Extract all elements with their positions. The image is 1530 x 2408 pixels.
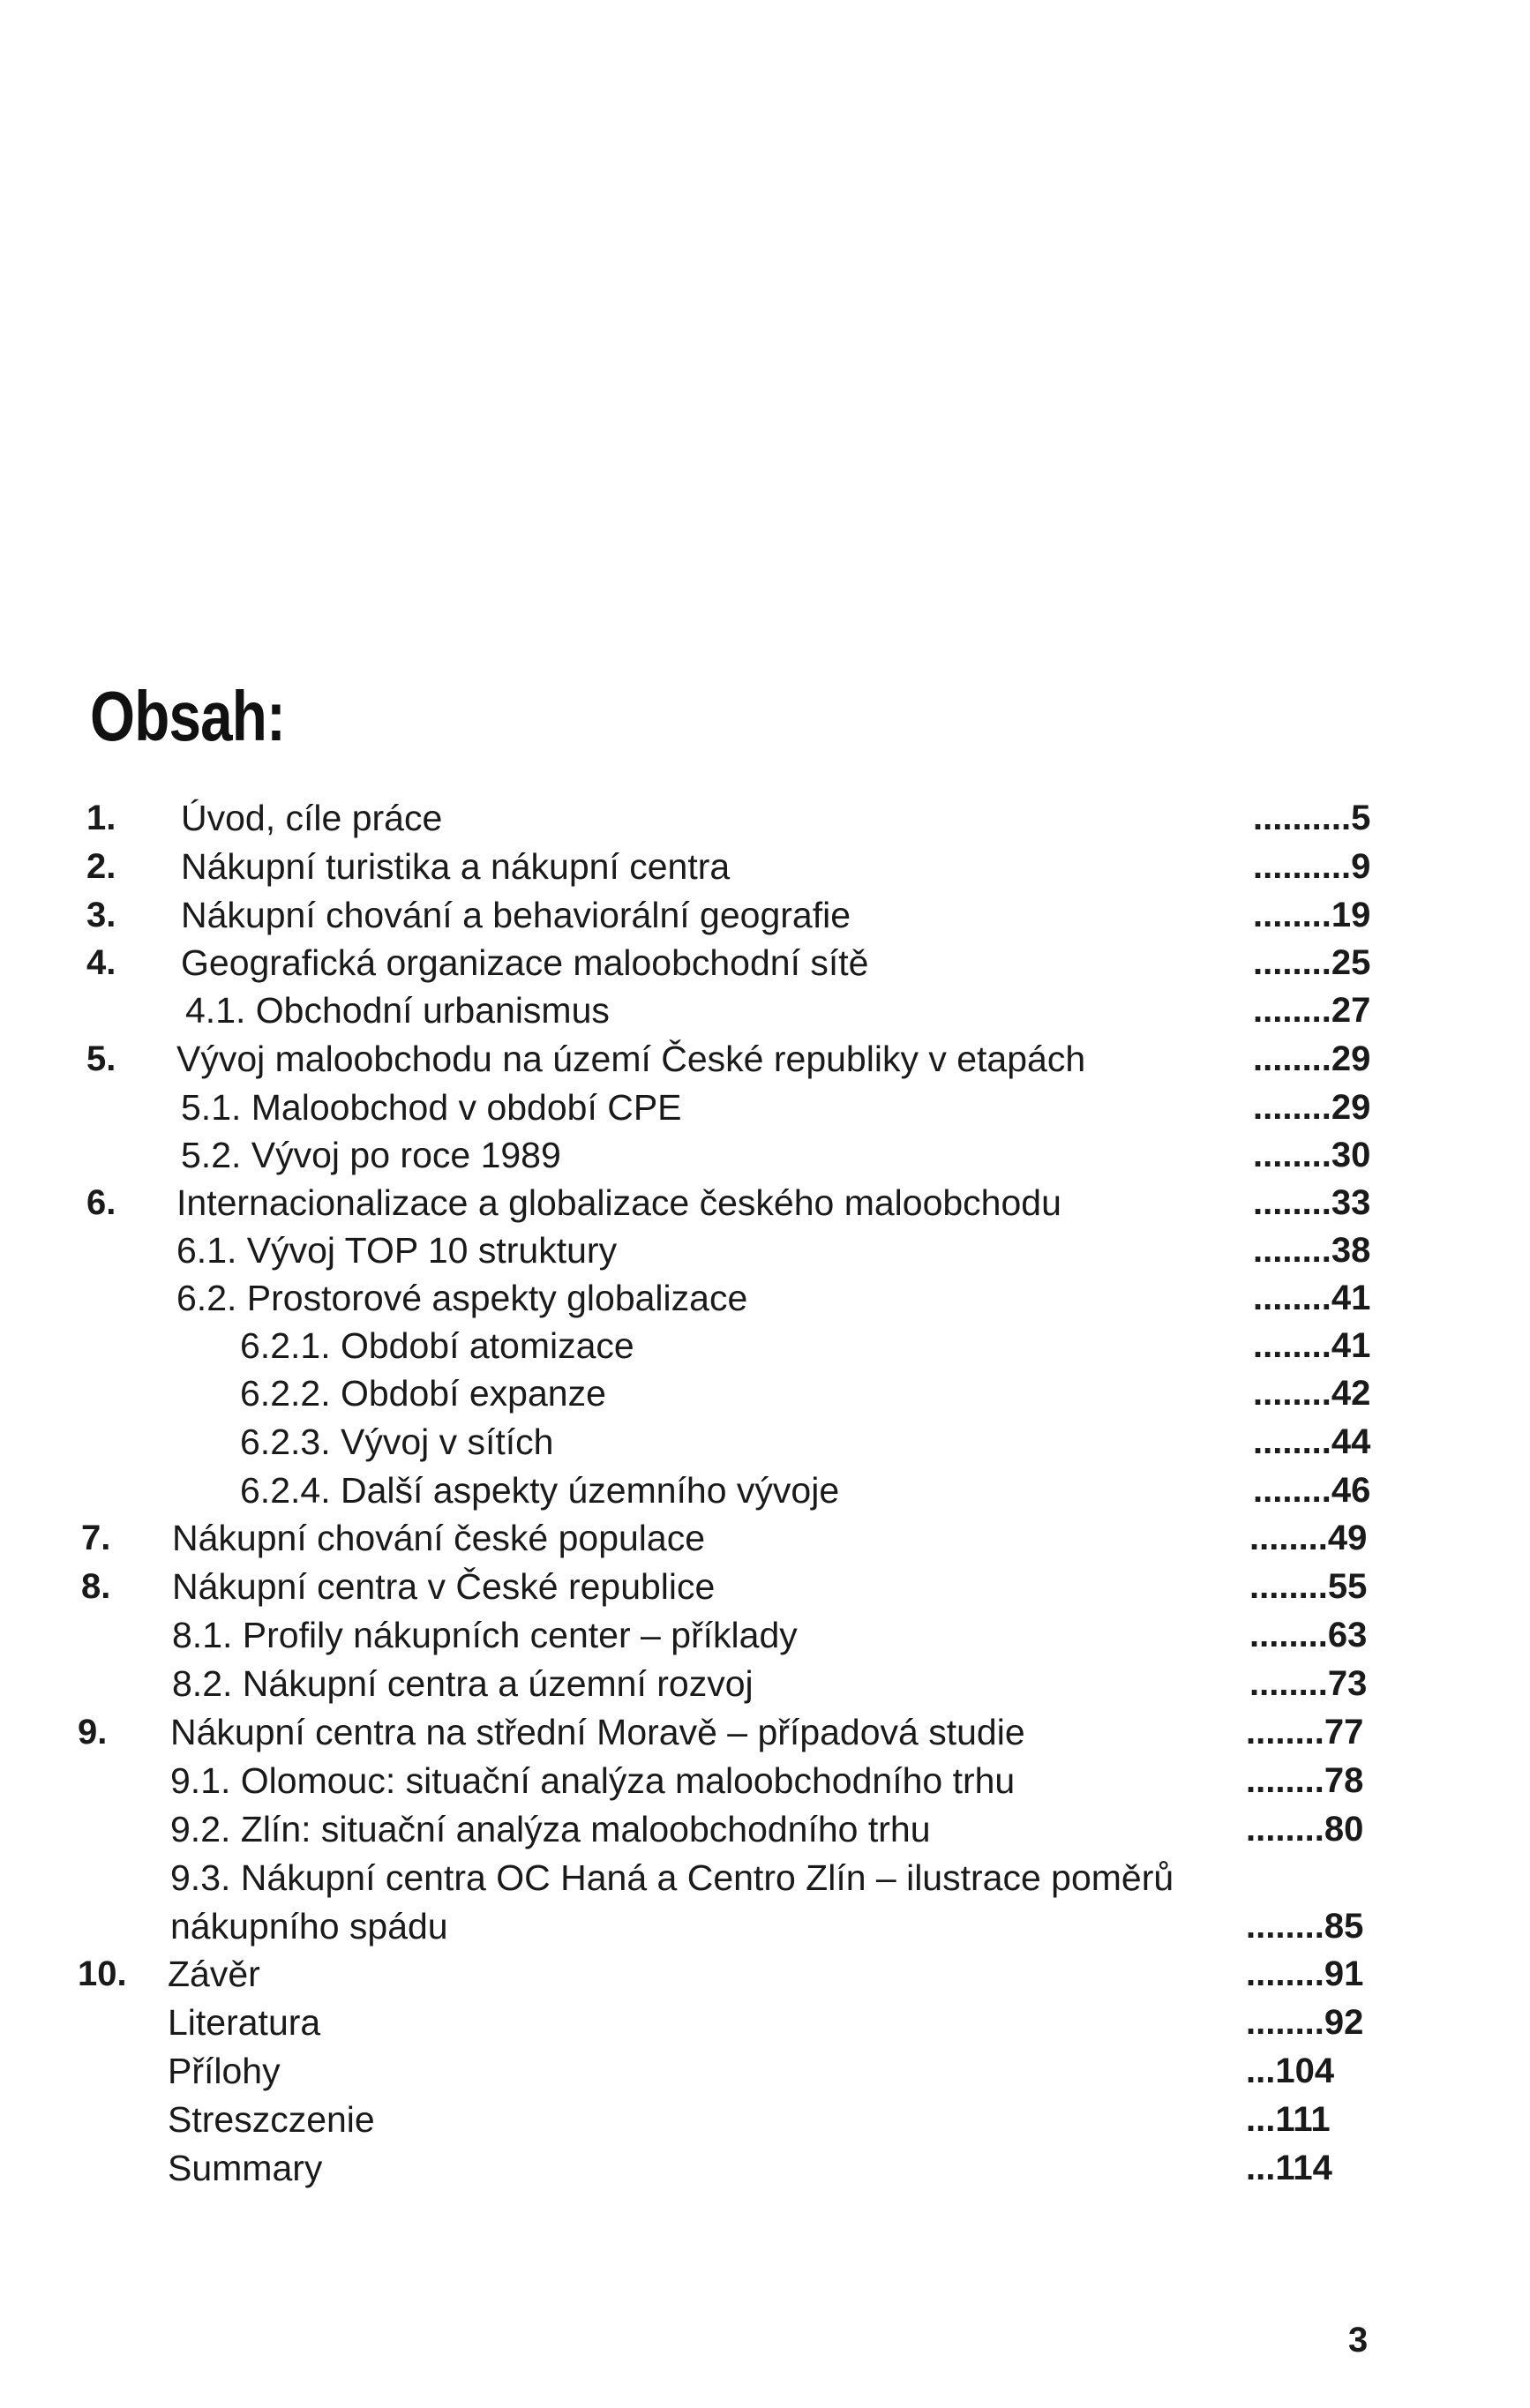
toc-entry-title: Nákupní centra na střední Moravě – případová studie <box>170 1712 1025 1752</box>
toc-entry-title: 9.1. Olomouc: situační analýza maloobchodního trhu <box>170 1760 1016 1801</box>
toc-entry-title: 6.2. Prostorové aspekty globalizace <box>176 1278 748 1318</box>
toc-entry <box>0 1179 1530 1227</box>
toc-entry <box>0 1514 1530 1562</box>
toc-entry <box>0 1227 1530 1274</box>
toc-entry-title: Summary <box>168 2148 323 2188</box>
toc-entry <box>0 794 1530 842</box>
toc-entry-number: 3. <box>86 896 116 934</box>
toc-entry <box>0 1131 1530 1179</box>
page-number: 3 <box>1348 2321 1369 2359</box>
toc-entry-title: Nákupní chování a behaviorální geografie <box>181 895 851 935</box>
toc-entry <box>0 1369 1530 1417</box>
toc-entry-page: ........41 <box>1253 1326 1371 1365</box>
toc-entry <box>0 1660 1530 1707</box>
toc-entry-title: Úvod, cíle práce <box>181 798 443 838</box>
toc-entry-page: ........30 <box>1253 1136 1371 1174</box>
toc-entry <box>0 2144 1530 2192</box>
toc-entry-page: ...111 <box>1246 2100 1331 2139</box>
toc-entry-number: 2. <box>86 847 116 886</box>
toc-entry-page: ........55 <box>1249 1567 1368 1606</box>
toc-entry <box>0 1757 1530 1804</box>
toc-entry-title: Nákupní centra v České republice <box>172 1566 716 1607</box>
toc-entry-page: ..........5 <box>1253 799 1371 837</box>
toc-entry-title: Nákupní chování české populace <box>172 1518 706 1558</box>
toc-entry <box>0 1563 1530 1610</box>
toc-entry-page: ........46 <box>1253 1471 1371 1510</box>
toc-entry-page: ........78 <box>1246 1761 1364 1800</box>
toc-entry-page: ........73 <box>1249 1664 1368 1703</box>
toc-entry-page: ........63 <box>1249 1616 1368 1654</box>
toc-entry-title: Nákupní turistika a nákupní centra <box>181 846 731 887</box>
toc-entry-page: ........33 <box>1253 1183 1371 1222</box>
toc-entry <box>0 2096 1530 2143</box>
toc-entry-page: ...104 <box>1246 2052 1335 2090</box>
toc-entry <box>0 986 1530 1034</box>
toc-entry-number: 6. <box>86 1183 116 1222</box>
toc-entry-page: ........27 <box>1253 991 1371 1030</box>
toc-entry-page: ........38 <box>1253 1231 1371 1270</box>
toc-entry-title: 4.1. Obchodní urbanismus <box>185 990 610 1031</box>
toc-entry-title: Vývoj maloobchodu na území České republiky v etapách <box>176 1039 1086 1079</box>
toc-entry-number: 8. <box>81 1567 111 1606</box>
toc-entry <box>0 1322 1530 1369</box>
toc-entry <box>0 1999 1530 2046</box>
toc-entry-title: 5.1. Maloobchod v období CPE <box>181 1087 682 1128</box>
toc-entry-page: ........92 <box>1246 2003 1364 2042</box>
toc-entry <box>0 1902 1530 1950</box>
toc-entry <box>0 1708 1530 1756</box>
toc-entry-title: 5.2. Vývoj po roce 1989 <box>181 1135 561 1175</box>
toc-entry-page: ...114 <box>1246 2149 1332 2187</box>
toc-entry <box>0 1418 1530 1466</box>
toc-entry <box>0 891 1530 939</box>
toc-entry-title: Přílohy <box>168 2051 281 2091</box>
toc-entry-page: ........42 <box>1253 1374 1371 1413</box>
toc-entry-title: 6.2.1. Období atomizace <box>240 1325 634 1366</box>
toc-entry <box>0 2047 1530 2095</box>
toc-entry-page: ........41 <box>1253 1279 1371 1317</box>
toc-entry-title: 6.2.2. Období expanze <box>240 1373 606 1414</box>
toc-entry <box>0 1084 1530 1131</box>
toc-entry <box>0 1274 1530 1322</box>
toc-entry-title: 9.2. Zlín: situační analýza maloobchodního trhu <box>170 1809 931 1849</box>
toc-entry-page: ..........9 <box>1253 847 1371 886</box>
toc-entry-page: ........19 <box>1253 896 1371 934</box>
toc-entry-page: ........91 <box>1246 1954 1364 1993</box>
toc-entry-title: 9.3. Nákupní centra OC Haná a Centro Zlín – ilustrace poměrů <box>170 1857 1174 1898</box>
toc-entry <box>0 1805 1530 1853</box>
toc-entry <box>0 1854 1530 1902</box>
toc-entry <box>0 1950 1530 1998</box>
toc-entry-page: ........85 <box>1246 1907 1364 1946</box>
toc-entry-title: Streszczenie <box>168 2099 375 2140</box>
toc-entry-page: ........44 <box>1253 1422 1371 1461</box>
toc-entry-title: Geografická organizace maloobchodní sítě <box>181 942 869 983</box>
toc-entry-page: ........49 <box>1249 1519 1368 1557</box>
toc-entry-number: 1. <box>86 799 116 837</box>
toc-entry-page: ........29 <box>1253 1039 1371 1078</box>
toc-entry <box>0 1611 1530 1659</box>
page-title: Obsah: <box>90 677 286 755</box>
toc-entry-title: 6.2.3. Vývoj v sítích <box>240 1422 554 1462</box>
toc-entry-page: ........77 <box>1246 1713 1364 1752</box>
toc-entry-page: ........25 <box>1253 943 1371 982</box>
toc-entry-number: 10. <box>78 1954 127 1993</box>
toc-entry-title: nákupního spádu <box>170 1906 448 1947</box>
toc-entry-title: 8.1. Profily nákupních center – příklady <box>172 1615 798 1655</box>
toc-entry <box>0 1467 1530 1514</box>
toc-entry-title: 8.2. Nákupní centra a územní rozvoj <box>172 1663 754 1704</box>
toc-entry <box>0 1035 1530 1083</box>
toc-entry-page: ........29 <box>1253 1088 1371 1127</box>
toc-entry-number: 4. <box>86 943 116 982</box>
toc-entry-number: 5. <box>86 1039 116 1078</box>
toc-entry-title: Závěr <box>168 1954 260 1994</box>
toc-entry-title: 6.1. Vývoj TOP 10 struktury <box>176 1230 618 1271</box>
toc-entry-title: 6.2.4. Další aspekty územního vývoje <box>240 1470 840 1511</box>
toc-entry-page: ........80 <box>1246 1810 1364 1849</box>
toc-entry-title: Literatura <box>168 2002 321 2043</box>
toc-entry-number: 7. <box>81 1519 111 1557</box>
toc-entry-title: Internacionalizace a globalizace českého maloobchodu <box>176 1182 1061 1223</box>
toc-entry <box>0 843 1530 890</box>
toc-entry-number: 9. <box>78 1713 108 1752</box>
toc-entry <box>0 939 1530 986</box>
